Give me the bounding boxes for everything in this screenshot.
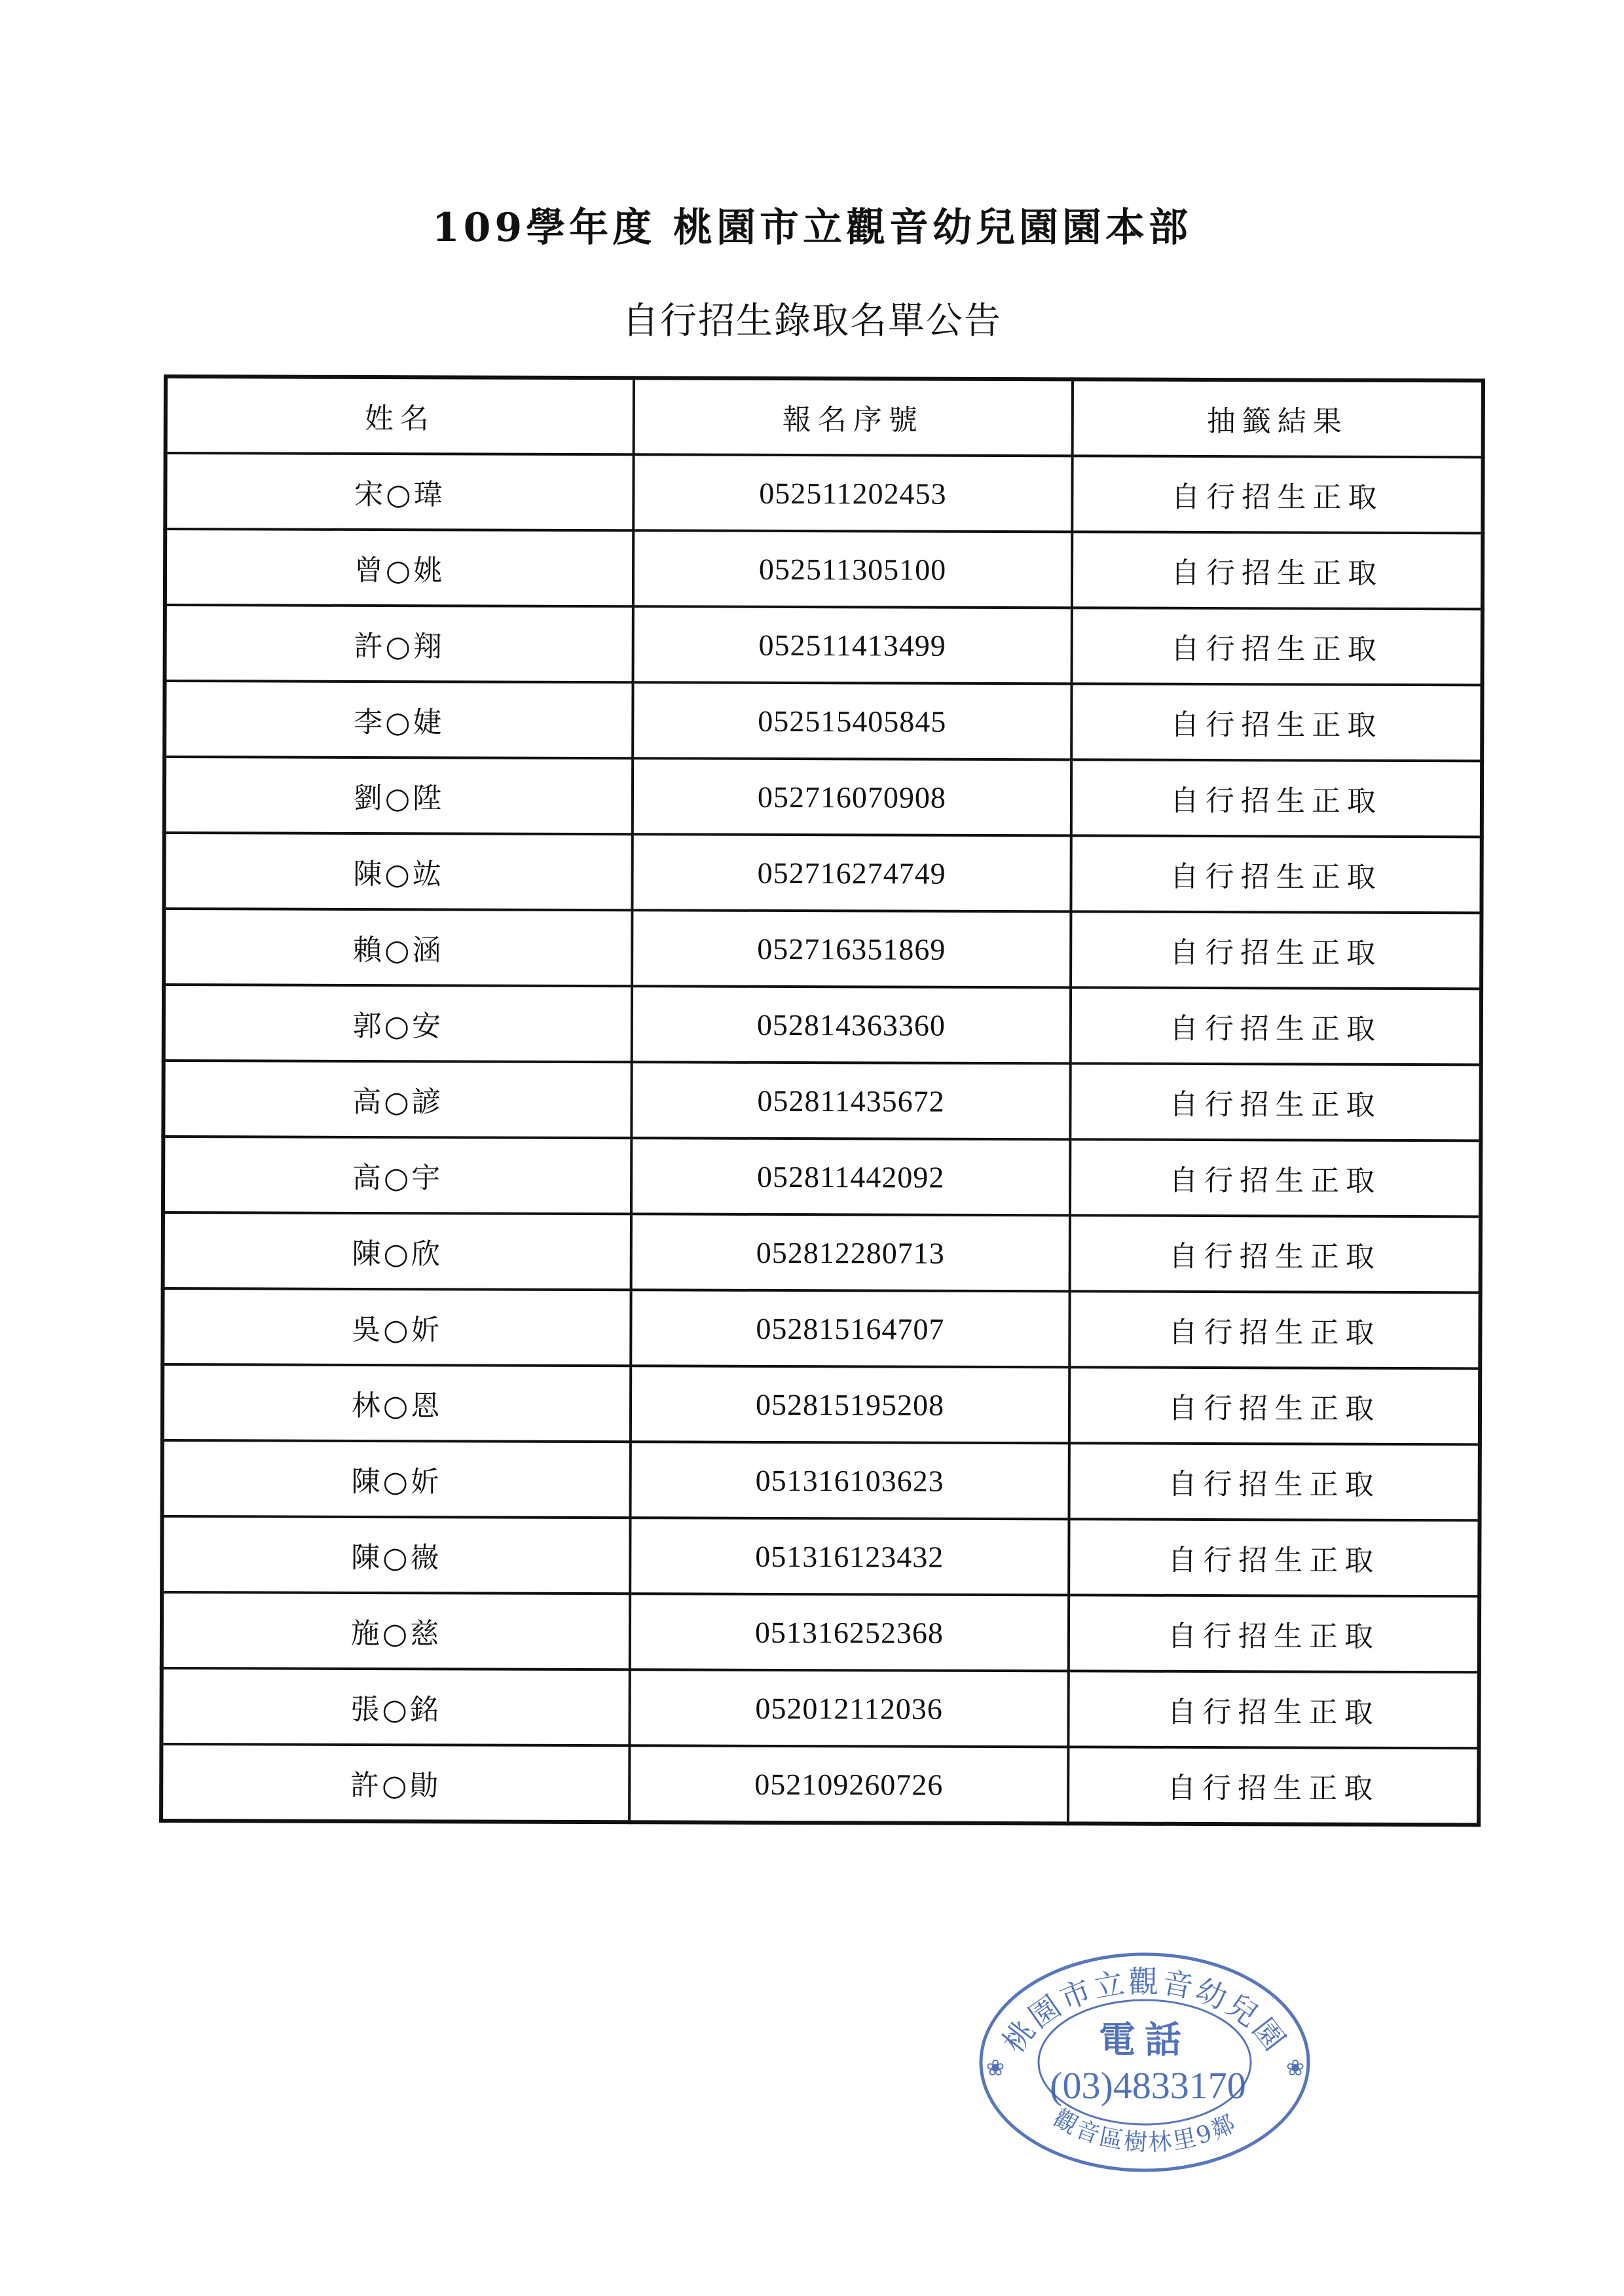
svg-text:觀音區樹林里9鄰 xyxy=(1049,2105,1242,2157)
lottery-result-cell: 自行招生正取 xyxy=(1071,759,1482,837)
table-row xyxy=(163,1137,1481,1216)
registration-number-cell: 052814363360 xyxy=(632,986,1071,1063)
lottery-result-cell: 自行招生正取 xyxy=(1068,1747,1479,1825)
table-row xyxy=(164,833,1481,913)
lottery-result-cell: 自行招生正取 xyxy=(1068,1671,1479,1748)
registration-number-cell: 052511202453 xyxy=(633,454,1072,532)
registration-number-cell: 052716351869 xyxy=(632,910,1071,987)
lottery-result-cell: 自行招生正取 xyxy=(1070,1063,1481,1140)
flower-icon: ❀ xyxy=(1285,2055,1305,2081)
registration-number-cell: 052716274749 xyxy=(632,834,1071,911)
name-cell: 劉○陞 xyxy=(164,757,633,834)
name-cell: 吳○妡 xyxy=(162,1288,631,1366)
admission-table xyxy=(159,374,1485,1827)
table-row xyxy=(165,529,1483,609)
lottery-result-cell: 自行招生正取 xyxy=(1069,1519,1479,1596)
lottery-result-cell: 自行招生正取 xyxy=(1072,456,1483,533)
lottery-result-cell: 自行招生正取 xyxy=(1072,608,1483,685)
seal-bottom-text: 觀音區樹林里9鄰 xyxy=(1048,2104,1242,2157)
registration-number-cell: 052815164707 xyxy=(631,1290,1069,1367)
name-cell: 宋○瑋 xyxy=(165,453,633,530)
lottery-result-cell: 自行招生正取 xyxy=(1070,1215,1481,1292)
table-row xyxy=(163,1061,1481,1140)
table-body xyxy=(161,453,1483,1825)
lottery-result-cell: 自行招生正取 xyxy=(1072,532,1483,609)
name-cell: 陳○妡 xyxy=(162,1440,631,1518)
table-row xyxy=(162,1364,1480,1444)
name-cell: 賴○涵 xyxy=(164,909,632,986)
table-row xyxy=(164,909,1481,989)
name-cell: 許○翔 xyxy=(165,605,633,682)
lottery-result-cell: 自行招生正取 xyxy=(1069,1291,1480,1368)
name-cell: 張○銘 xyxy=(161,1668,629,1745)
table-row xyxy=(164,985,1481,1065)
table-row xyxy=(164,757,1482,837)
table-row xyxy=(162,1516,1479,1596)
lottery-result-cell: 自行招生正取 xyxy=(1071,683,1482,761)
seal-top-text: 桃園市立觀音幼兒園 xyxy=(995,1963,1294,2060)
registration-number-cell: 052012112036 xyxy=(629,1669,1068,1747)
table-header-row xyxy=(166,376,1483,457)
table-row xyxy=(163,1212,1481,1292)
table-row xyxy=(162,1288,1480,1368)
table-row xyxy=(162,1440,1480,1520)
name-cell: 施○慈 xyxy=(162,1592,630,1669)
name-cell: 郭○安 xyxy=(164,985,632,1062)
name-cell: 李○婕 xyxy=(164,681,633,758)
table-row xyxy=(161,1668,1479,1748)
document-title: 109學年度 桃園市立觀音幼兒園園本部 xyxy=(432,205,1192,251)
name-cell: 曾○姚 xyxy=(165,529,633,606)
seal-phone: (03)4833170 xyxy=(1050,2064,1246,2107)
registration-number-cell: 052515405845 xyxy=(633,682,1071,759)
lottery-result-cell: 自行招生正取 xyxy=(1069,1443,1480,1520)
registration-number-cell: 051316103623 xyxy=(631,1442,1069,1519)
name-cell: 陳○竑 xyxy=(164,833,632,910)
registration-number-cell: 051316252368 xyxy=(630,1594,1069,1671)
header-registration-number: 報名序號 xyxy=(634,378,1073,456)
registration-number-cell: 052811442092 xyxy=(631,1138,1070,1215)
registration-number-cell: 052511413499 xyxy=(633,606,1072,683)
kindergarten-seal xyxy=(968,1938,1321,2174)
lottery-result-cell: 自行招生正取 xyxy=(1069,1595,1479,1672)
table-row xyxy=(161,1744,1479,1825)
seal-label: 電話 xyxy=(1099,2018,1190,2062)
lottery-result-cell: 自行招生正取 xyxy=(1070,1139,1481,1216)
name-cell: 林○恩 xyxy=(162,1364,631,1442)
registration-number-cell: 052812280713 xyxy=(631,1214,1070,1291)
admission-table-container xyxy=(159,374,1481,1827)
name-cell: 許○勛 xyxy=(161,1744,629,1822)
registration-number-cell: 052716070908 xyxy=(633,758,1071,835)
name-cell: 高○宇 xyxy=(163,1137,631,1214)
registration-number-cell: 051316123432 xyxy=(630,1518,1069,1595)
flower-icon: ❀ xyxy=(986,2055,1005,2081)
name-cell: 高○諺 xyxy=(163,1061,631,1138)
registration-number-cell: 052511305100 xyxy=(633,530,1072,608)
name-cell: 陳○嶶 xyxy=(162,1516,630,1594)
table-row xyxy=(164,681,1482,761)
registration-number-cell: 052815195208 xyxy=(631,1366,1069,1443)
table-row xyxy=(165,605,1483,685)
table-row xyxy=(162,1592,1479,1672)
lottery-result-cell: 自行招生正取 xyxy=(1071,835,1481,913)
registration-number-cell: 052109260726 xyxy=(629,1745,1068,1823)
lottery-result-cell: 自行招生正取 xyxy=(1069,1367,1480,1444)
document-subtitle: 自行招生錄取名單公告 xyxy=(622,300,1002,342)
registration-number-cell: 052811435672 xyxy=(631,1062,1070,1139)
header-name: 姓名 xyxy=(166,376,634,454)
table-row xyxy=(165,453,1483,533)
lottery-result-cell: 自行招生正取 xyxy=(1071,987,1481,1065)
header-lottery-result: 抽籤結果 xyxy=(1073,379,1483,457)
name-cell: 陳○欣 xyxy=(163,1212,631,1290)
lottery-result-cell: 自行招生正取 xyxy=(1071,911,1481,989)
